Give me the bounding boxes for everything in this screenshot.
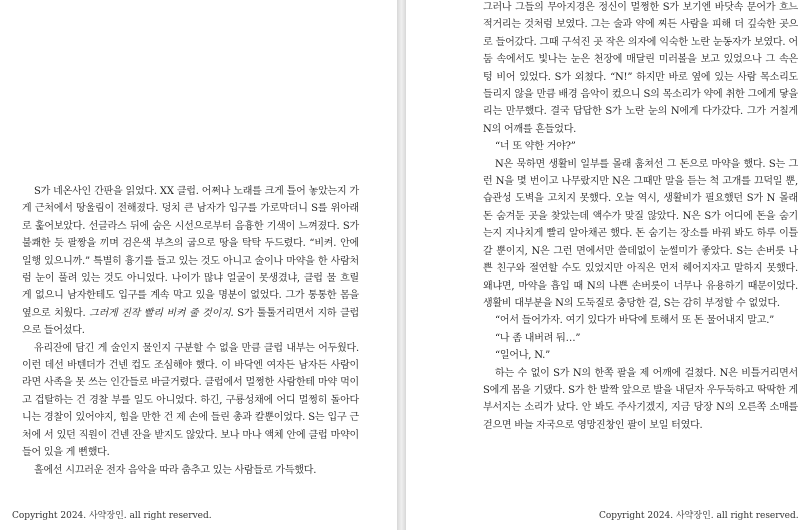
text-run: 홀에선 시끄러운 전자 음악을 따라 춤추고 있는 사람들로 가득했다. [34,464,317,476]
text-run: N은 묵하면 생활비 일부를 몰래 훔쳐선 그 돈으로 마약을 했다. S는 그런 N을 몇 번이고 나무랐지만 N은 그때만 말을 듣는 척 고개를 끄덕일 뿐, 습관성 도벽을 고치지 못했다. 오늘 역시, 생활비가 필요했던 S가 N 몰래 돈 숨겨둔 곳을 찾았는데 액수가 맞질 않았다. N은 S가 어디에 돈을 숨기는지 지나치게 빨리 알아채곤 했다. 돈 숨기는 장소를 바꿔 봐도 하루 이틀 갈 뿐이지, N은 그런 면에서만 쓸데없이 눈썰미가 좋았다. S는 손버릇 나쁜 친구와 절연할 수도 있었지만 아직은 먼저 헤어지자고 말하지 못했다. 왜냐면, 마약을 흡입 때 N의 나쁜 손버릇이 너무나 유용하기 때문이었다. 생활비 대부분을 N의 도둑질로 충당한 걸, S는 감히 부정할 수 없었다. [483,158,798,309]
paragraph [483,0,798,138]
text-run: S가 네온사인 간판을 읽었다. XX 클럽. 어쩌나 노래를 크게 틀어 놓았는지 가게 근처에서 땅울림이 전해졌다. 덩치 큰 남자가 입구를 가로막더니 S를 위아래로 훑어보았다. 선글라스 뒤에 숨은 시선으로부터 음흉한 기색이 느껴졌다. S가 불쾌한 듯 팔짱을 끼며 검은색 부츠의 굽으로 땅을 탁탁 두드렸다. “비켜. 안에 일행 있으니까.” 특별히 흉기를 들고 있는 것도 아니고 술이나 마약을 한 사람처럼 눈이 풀려 있는 것도 아니었다. 나이가 많냐 얼굴이 못생겼냐, 클럽 물 흐릴 게 없으니 남자한테도 입구를 계속 막고 있을 명분이 없었다. 그가 통통한 몸을 옆으로 치웠다. [22,186,359,319]
text-run: 하는 수 없이 S가 N의 한쪽 팔을 제 어깨에 걸쳤다. N은 비틀거리면서 S에게 몸을 기댔다. S가 한 발짝 앞으로 발을 내딛자 우두둑하고 딱딱한 게 부서지는 소리가 났다. 안 봐도 주사기겠지, 지금 당장 N의 오른쪽 소매를 걷으면 바늘 자국으로 영망진창인 팔이 보일 터였다. [483,367,798,431]
paragraph [483,156,798,313]
paragraph [483,138,798,155]
book-gutter [397,0,406,530]
text-run: “일어나, N.” [495,350,551,362]
left-page [0,0,397,530]
paragraph [483,312,798,329]
paragraph [483,330,798,347]
text-run: “너 또 약한 거야?” [495,141,576,153]
text-run: S가 툴툴거리면서 지하 클럽으로 들어섰다. [22,307,359,337]
italic-text: 그러게 진작 빨리 비켜 줄 것이지. [89,307,234,319]
paragraph [22,340,359,462]
text-run: “어서 들어가자. 여기 있다가 바닥에 토해서 또 돈 물어내지 말고.” [495,315,775,327]
text-run: 유리잔에 담긴 게 술인지 물인지 구분할 수 없을 만큼 클럽 내부는 어두웠다. 이런 데선 바텐더가 건넨 컵도 조심해야 했다. 이 바닥엔 여자든 남자든 사람이라면 사족을 못 쓰는 인간들로 바글거렸다. 클럽에서 멀쩡한 사람한테 마약 먹이고 겁탈하는 건 경찰 부를 일도 아니었다. 하긴, 구룡성채에 어디 멀쩡히 돌아다니는 경찰이 있어야지, 힘을 만한 건 제 손에 들린 총과 칼뿐이었다. S는 입구 근처에 서 있던 직원이 건넨 잔을 받지도 않았다. 보나 마나 액체 안에 클럽 마약이 들어 있을 게 뻔했다. [22,342,359,459]
paragraph [22,462,359,479]
left-page-body [22,183,359,479]
paragraph [483,347,798,364]
paragraph [22,183,359,340]
right-page [406,0,800,530]
paragraph [483,365,798,435]
text-run: 그러나 그들의 무아지경은 정신이 멀쩡한 S가 보기엔 바닷속 문어가 흐느적거리는 것처럼 보였다. 그는 술과 약에 찌든 사람을 피해 더 깊숙한 곳으로 들어갔다. 그때 구석진 곳 작은 의자에 익숙한 노란 눈동자가 보였다. 어둠 속에서도 빛나는 눈은 천장에 매달린 미러볼을 보고 있었으나 그 속은 텅 비어 있었다. S가 외쳤다. “N!” 하지만 바로 옆에 있는 사람 목소리도 들리지 않을 만큼 배경 음악이 컸으니 S의 목소리가 약에 취한 그에게 닿을 리는 만무했다. 결국 답답한 S가 노란 눈의 N에게 다가갔다. 그가 거칠게 N의 어깨를 흔들었다. [483,2,798,135]
copyright-footer: Copyright 2024. 사약장인. all right reserved. [599,511,799,521]
copyright-footer: Copyright 2024. 사약장인. all right reserved. [12,511,212,521]
text-run: “나 좀 내버려 둬…” [495,332,581,344]
right-page-body [483,0,798,434]
